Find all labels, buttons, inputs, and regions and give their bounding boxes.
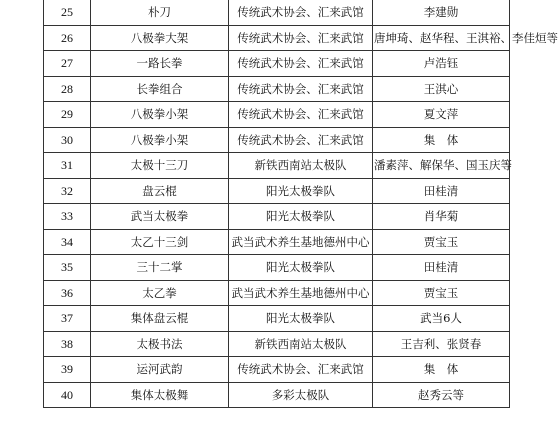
organization: 传统武术协会、汇来武馆 <box>229 102 373 128</box>
row-number: 28 <box>44 76 91 102</box>
performer: 夏文萍 <box>373 102 510 128</box>
program-name: 太极十三刀 <box>91 153 229 179</box>
program-name: 运河武韵 <box>91 357 229 383</box>
table-row <box>44 0 510 25</box>
table-row <box>44 178 510 204</box>
organization: 新铁西南站太极队 <box>229 153 373 179</box>
table-row <box>44 229 510 255</box>
row-number: 32 <box>44 178 91 204</box>
performer: 王淇心 <box>373 76 510 102</box>
organization: 传统武术协会、汇来武馆 <box>229 357 373 383</box>
row-number: 35 <box>44 255 91 281</box>
organization: 武当武术养生基地德州中心 <box>229 229 373 255</box>
table-row <box>44 127 510 153</box>
row-number: 40 <box>44 382 91 408</box>
organization: 传统武术协会、汇来武馆 <box>229 127 373 153</box>
row-number: 37 <box>44 306 91 332</box>
program-name: 朴刀 <box>91 0 229 25</box>
organization: 传统武术协会、汇来武馆 <box>229 51 373 77</box>
program-name: 太乙拳 <box>91 280 229 306</box>
performer: 田桂清 <box>373 178 510 204</box>
row-number: 26 <box>44 25 91 51</box>
performer: 贾宝玉 <box>373 229 510 255</box>
organization: 武当武术养生基地德州中心 <box>229 280 373 306</box>
performer: 贾宝玉 <box>373 280 510 306</box>
organization: 多彩太极队 <box>229 382 373 408</box>
program-name: 八极拳小架 <box>91 102 229 128</box>
row-number: 39 <box>44 357 91 383</box>
row-number: 33 <box>44 204 91 230</box>
program-name: 集体太极舞 <box>91 382 229 408</box>
organization: 传统武术协会、汇来武馆 <box>229 25 373 51</box>
performer: 集 体 <box>373 127 510 153</box>
row-number: 38 <box>44 331 91 357</box>
program-table-container <box>43 0 558 408</box>
organization: 新铁西南站太极队 <box>229 331 373 357</box>
table-row <box>44 76 510 102</box>
program-name: 八极拳小架 <box>91 127 229 153</box>
performer: 田桂清 <box>373 255 510 281</box>
table-row <box>44 280 510 306</box>
program-name: 太极书法 <box>91 331 229 357</box>
performer: 武当6人 <box>373 306 510 332</box>
row-number: 27 <box>44 51 91 77</box>
organization: 阳光太极拳队 <box>229 204 373 230</box>
performer: 王吉利、张贤春 <box>373 331 510 357</box>
organization: 阳光太极拳队 <box>229 306 373 332</box>
program-name: 三十二掌 <box>91 255 229 281</box>
table-row <box>44 255 510 281</box>
program-table <box>43 0 558 408</box>
program-name: 八极拳大架 <box>91 25 229 51</box>
table-row <box>44 382 510 408</box>
program-name: 长拳组合 <box>91 76 229 102</box>
performer: 集 体 <box>373 357 510 383</box>
organization: 阳光太极拳队 <box>229 255 373 281</box>
table-row <box>44 51 510 77</box>
program-name: 太乙十三剑 <box>91 229 229 255</box>
table-row <box>44 357 510 383</box>
table-row <box>44 331 510 357</box>
row-number: 36 <box>44 280 91 306</box>
program-name: 一路长拳 <box>91 51 229 77</box>
table-row <box>44 204 510 230</box>
row-number: 31 <box>44 153 91 179</box>
table-row <box>44 306 510 332</box>
row-number: 30 <box>44 127 91 153</box>
performer: 唐坤琦、赵华程、王淇裕、李佳烜等 <box>373 25 510 51</box>
table-row <box>44 25 510 51</box>
performer: 李建勋 <box>373 0 510 25</box>
program-name: 集体盘云棍 <box>91 306 229 332</box>
performer: 赵秀云等 <box>373 382 510 408</box>
row-number: 25 <box>44 0 91 25</box>
organization: 阳光太极拳队 <box>229 178 373 204</box>
table-row <box>44 102 510 128</box>
organization: 传统武术协会、汇来武馆 <box>229 0 373 25</box>
row-number: 29 <box>44 102 91 128</box>
table-row <box>44 153 510 179</box>
program-name: 武当太极拳 <box>91 204 229 230</box>
performer: 卢浩钰 <box>373 51 510 77</box>
program-name: 盘云棍 <box>91 178 229 204</box>
organization: 传统武术协会、汇来武馆 <box>229 76 373 102</box>
performer: 潘素萍、解保华、国玉庆等 <box>373 153 510 179</box>
performer: 肖华菊 <box>373 204 510 230</box>
row-number: 34 <box>44 229 91 255</box>
